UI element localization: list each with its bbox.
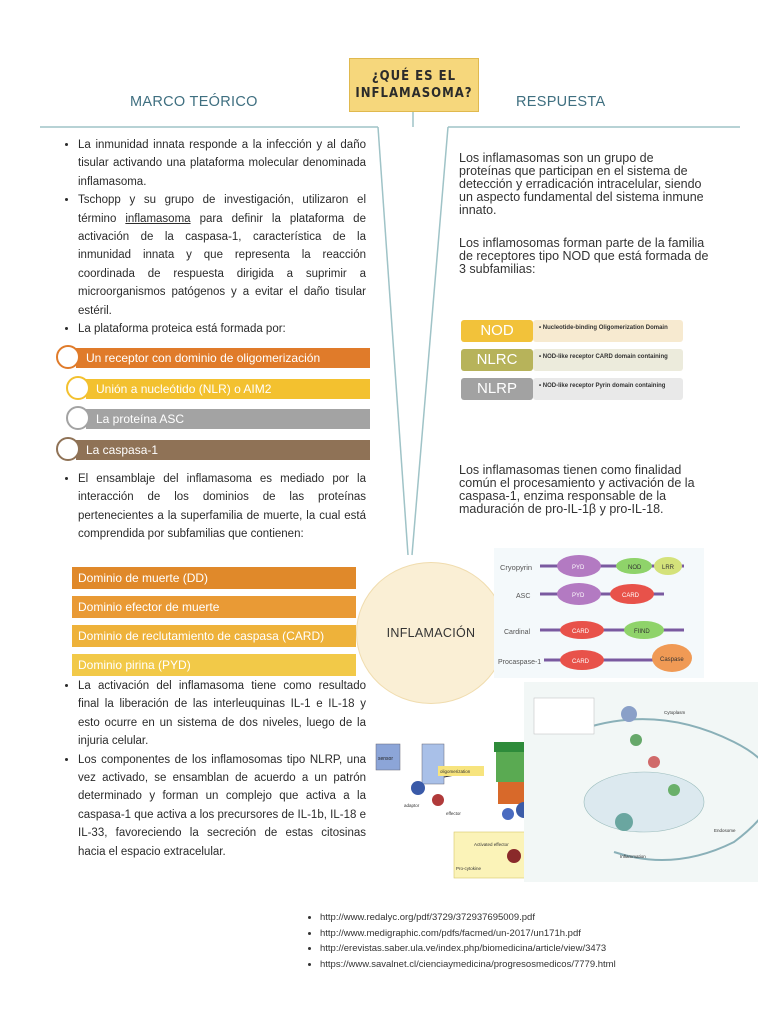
circle-marker-icon <box>66 376 90 400</box>
domain-bar <box>72 567 356 589</box>
domain-bar <box>72 625 356 647</box>
underlined-term: inflamasoma <box>125 212 191 225</box>
bullet-item: • La inmunidad innata responde a la infección y al daño tisular activando una plataforma molecular denominada inflamasoma. <box>78 136 366 191</box>
references-list <box>302 910 616 972</box>
bullet-item: • La activación del inflamasoma tiene como resultado final la liberación de las interleuquinas IL-1 e IL-18 y esto ocurre en un sistema de dos niveles, luego de la injuria celular. <box>78 677 366 751</box>
figure-label: oligomerization <box>440 769 471 774</box>
figure-tag: LRR <box>662 565 675 571</box>
bullet-text: Tschopp y su grupo de investigación, utilizaron el término <box>78 194 366 225</box>
domain-label: Dominio pirina (PYD) <box>78 658 191 672</box>
figure-label: effector <box>446 811 461 816</box>
circle-marker-icon <box>56 345 80 369</box>
figure-tag: FIIND <box>634 629 650 635</box>
bullet-item: • El ensamblaje del inflamasoma es mediado por la interacción de los dominios de las proteínas pertenecientes a la superfamilia de muerte, la cual está comprendida por subfamilias que contienen: <box>78 470 366 544</box>
figure-tag: CARD <box>572 629 590 635</box>
component-bar <box>76 440 370 460</box>
component-bar <box>76 348 370 368</box>
reference-link[interactable]: • http://erevistas.saber.ula.ve/index.php/biomedicina/article/view/3473 <box>320 941 616 957</box>
bullet-item: • La plataforma proteica está formada por: <box>78 320 366 338</box>
domain-bar <box>72 654 356 676</box>
answer-paragraph-2: Los inflamosomas forman parte de la familia de receptores tipo NOD que está formada de 3 subfamilias: <box>459 236 709 276</box>
domain-bar <box>72 596 356 618</box>
figure-row-label: Cryopyrin <box>500 563 533 572</box>
bullet-list-assembly <box>62 470 366 544</box>
bullet-item: • Los componentes de los inflamosomas tipo NLRP, una vez activado, se ensamblan de acuerdo a un patrón determinado y forman un complejo que activa a la caspasa-1 que activa a los precursores de IL-1b, IL-18 e IL-33, favoreciendo la secreción de estas citosinas hacia el espacio extracelular. <box>78 751 366 861</box>
bullet-list-activation <box>62 677 366 861</box>
nod-family-label: NLRP <box>461 378 533 400</box>
figure-tag: NOD <box>628 565 642 571</box>
nod-family-desc: • Nucleotide-binding Oligomerization Domain <box>533 320 683 342</box>
circle-marker-icon <box>56 437 80 461</box>
component-label: Unión a nucleótido (NLR) o AIM2 <box>96 382 272 396</box>
reference-link[interactable]: • http://www.medigraphic.com/pdfs/facmed/un-2017/un171h.pdf <box>320 926 616 942</box>
answer-paragraph-1: Los inflamasomas son un grupo de proteínas que participan en el sistema de detección y erradicación intracelular, siendo un aspecto fundamental del sistema inmune innato. <box>459 151 704 217</box>
component-bar <box>86 379 370 399</box>
figure-label: adaptor <box>404 803 420 808</box>
domain-structure-figure <box>494 548 704 678</box>
figure-label: sensor <box>378 756 394 762</box>
component-label: La proteína ASC <box>96 412 185 426</box>
inflammasome-pathway-figure <box>374 682 758 882</box>
nod-family-desc: • NOD-like receptor Pyrin domain containing <box>533 378 683 400</box>
left-section-header: MARCO TEÓRICO <box>130 94 258 110</box>
domain-label: Dominio efector de muerte <box>78 600 220 614</box>
figure-label: Endosome <box>714 828 736 833</box>
nod-family-label: NOD <box>461 320 533 342</box>
reference-link[interactable]: • https://www.savalnet.cl/cienciaymedicina/progresosmedicos/7779.html <box>320 957 616 973</box>
domain-label: Dominio de muerte (DD) <box>78 571 209 585</box>
figure-label: Cytoplasm <box>664 710 686 715</box>
figure-row-label: Cardinal <box>504 629 531 636</box>
inflammation-label: INFLAMACIÓN <box>386 626 476 640</box>
component-bar <box>86 409 370 429</box>
answer-paragraph-3: Los inflamasomas tienen como finalidad común el procesamiento y activación de la caspasa-1, enzima responsable de la maduración de pro-IL-1β y pro-IL-18. <box>459 463 695 516</box>
figure-label: Inflammation <box>620 854 646 859</box>
right-section-header: RESPUESTA <box>516 94 606 110</box>
component-label: La caspasa-1 <box>86 443 159 457</box>
circle-marker-icon <box>66 406 90 430</box>
nod-family-label: NLRC <box>461 349 533 371</box>
figure-row-label: Procaspase-1 <box>498 659 542 666</box>
figure-tag: PYD <box>572 593 585 599</box>
figure-tag: CARD <box>572 659 590 665</box>
figure-label: Pro-cytokine <box>456 866 482 871</box>
bullet-item <box>78 191 366 320</box>
figure-row-label: ASC <box>516 593 531 600</box>
nod-family-desc: • NOD-like receptor CARD domain containing <box>533 349 683 371</box>
figure-tag: PYD <box>572 565 585 571</box>
reference-link[interactable]: • http://www.redalyc.org/pdf/3729/372937695009.pdf <box>320 910 616 926</box>
bullet-text: para definir la plataforma de activación de la caspasa-1, característica de la inmunidad innata y que representa la reacción coordinada de respuesta dirigida a suprimir a microorganismos patógenos y a evitar el daño tisular estéril. <box>78 212 366 317</box>
bullet-list-intro <box>62 136 366 338</box>
figure-tag: CARD <box>622 593 640 599</box>
figure-label: Activated effector <box>474 842 509 847</box>
figure-tag: Caspase <box>660 657 684 663</box>
component-label: Un receptor con dominio de oligomerización <box>86 351 321 365</box>
page-title: ¿QUÉ ES EL INFLAMASOMA? <box>349 58 479 112</box>
domain-label: Dominio de reclutamiento de caspasa (CARD) <box>78 629 325 643</box>
